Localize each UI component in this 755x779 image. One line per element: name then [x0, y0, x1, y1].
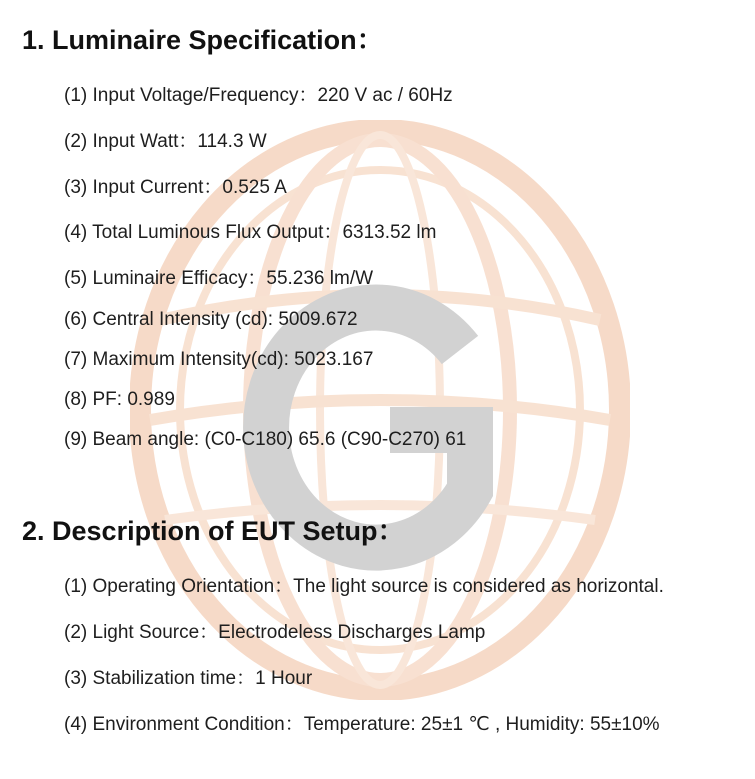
globe-g-logo-icon: [130, 120, 630, 700]
spec-item-power-factor: (8) PF: 0.989: [64, 389, 175, 410]
setup-item-stabilization-time: (3) Stabilization time：1 Hour: [64, 668, 313, 689]
spec-item-input-watt: (2) Input Watt：114.3 W: [64, 131, 267, 152]
spec-item-input-current: (3) Input Current：0.525 A: [64, 177, 287, 198]
setup-item-light-source: (2) Light Source：Electrodeless Discharges Lamp: [64, 622, 486, 643]
setup-item-operating-orientation: (1) Operating Orientation：The light source is considered as horizontal.: [64, 576, 664, 597]
section-heading-eut-setup: 2. Description of EUT Setup：: [22, 516, 405, 546]
spec-item-luminous-flux: (4) Total Luminous Flux Output：6313.52 lm: [64, 222, 437, 243]
spec-item-maximum-intensity: (7) Maximum Intensity(cd): 5023.167: [64, 349, 374, 370]
spec-item-luminaire-efficacy: (5) Luminaire Efficacy：55.236 lm/W: [64, 268, 374, 289]
spec-item-input-voltage: (1) Input Voltage/Frequency：220 V ac / 60Hz: [64, 85, 453, 106]
spec-item-central-intensity: (6) Central Intensity (cd): 5009.672: [64, 309, 358, 330]
setup-item-environment-condition: (4) Environment Condition：Temperature: 25±1 ℃ , Humidity: 55±10%: [64, 714, 660, 735]
spec-item-beam-angle: (9) Beam angle: (C0-C180) 65.6 (C90-C270) 61: [64, 429, 467, 450]
section-heading-luminaire-specification: 1. Luminaire Specification：: [22, 25, 384, 55]
